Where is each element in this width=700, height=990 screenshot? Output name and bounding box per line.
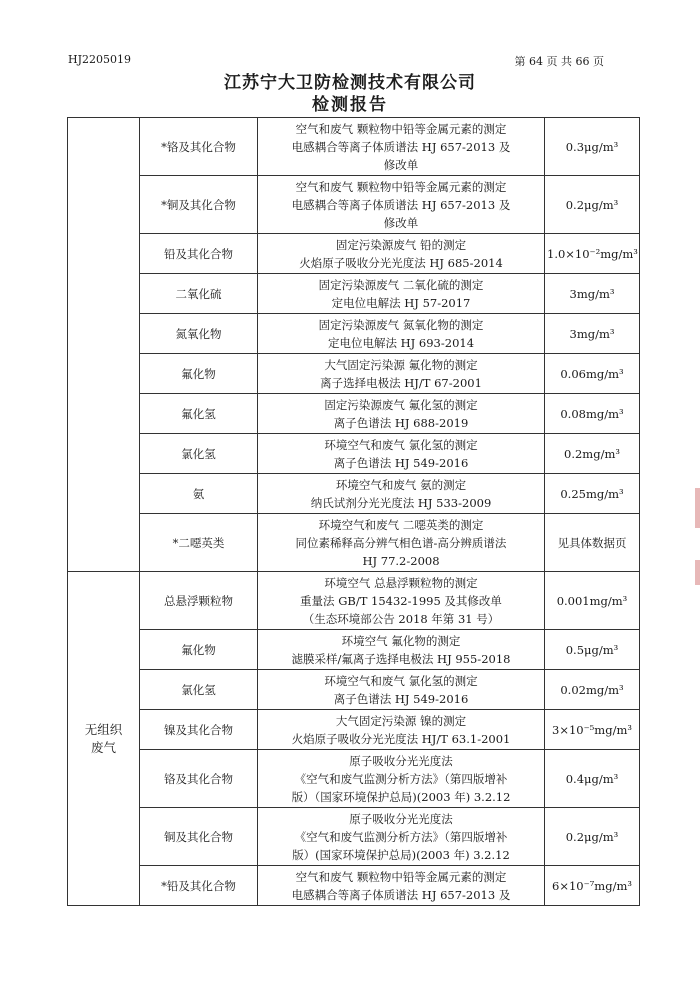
- item-cell: 总悬浮颗粒物: [140, 572, 258, 630]
- item-cell: 氟化氢: [140, 394, 258, 434]
- item-cell: 铜及其化合物: [140, 808, 258, 866]
- table-row: [68, 866, 640, 906]
- item-cell: 铅及其化合物: [140, 234, 258, 274]
- item-cell: 镍及其化合物: [140, 710, 258, 750]
- detection-method-table: [67, 117, 640, 906]
- limit-cell: 0.06mg/m³: [545, 354, 640, 394]
- limit-cell: 0.08mg/m³: [545, 394, 640, 434]
- table-body: [68, 118, 640, 906]
- limit-cell: 0.5μg/m³: [545, 630, 640, 670]
- method-cell: 大气固定污染源 氟化物的测定 离子选择电极法 HJ/T 67-2001: [258, 354, 545, 394]
- table-row: [68, 434, 640, 474]
- item-cell: 氟化物: [140, 354, 258, 394]
- table-row: [68, 670, 640, 710]
- limit-cell: 0.4μg/m³: [545, 750, 640, 808]
- method-cell: 空气和废气 颗粒物中铅等金属元素的测定 电感耦合等离子体质谱法 HJ 657-2013 及: [258, 866, 545, 906]
- item-cell: *铅及其化合物: [140, 866, 258, 906]
- limit-cell: 见具体数据页: [545, 514, 640, 572]
- item-cell: *二噁英类: [140, 514, 258, 572]
- method-cell: 固定污染源废气 二氧化硫的测定 定电位电解法 HJ 57-2017: [258, 274, 545, 314]
- method-cell: 环境空气 氟化物的测定 滤膜采样/氟离子选择电极法 HJ 955-2018: [258, 630, 545, 670]
- table-row: [68, 630, 640, 670]
- method-cell: 空气和废气 颗粒物中铅等金属元素的测定 电感耦合等离子体质谱法 HJ 657-2013 及 修改单: [258, 118, 545, 176]
- item-cell: 氨: [140, 474, 258, 514]
- limit-cell: 0.2μg/m³: [545, 176, 640, 234]
- limit-cell: 3mg/m³: [545, 314, 640, 354]
- table-row: [68, 474, 640, 514]
- document-title: 检测报告: [312, 95, 388, 115]
- table-row: [68, 354, 640, 394]
- method-cell: 固定污染源废气 氮氧化物的测定 定电位电解法 HJ 693-2014: [258, 314, 545, 354]
- limit-cell: 3mg/m³: [545, 274, 640, 314]
- company-name: 江苏宁大卫防检测技术有限公司: [224, 73, 476, 93]
- table-row: [68, 314, 640, 354]
- method-cell: 原子吸收分光光度法 《空气和废气监测分析方法》（第四版增补 版）(国家环境保护总局)(2003 年) 3.2.12: [258, 808, 545, 866]
- item-cell: 二氧化硫: [140, 274, 258, 314]
- category-cell: 无组织 废气: [68, 572, 140, 906]
- method-cell: 大气固定污染源 镍的测定 火焰原子吸收分光光度法 HJ/T 63.1-2001: [258, 710, 545, 750]
- method-cell: 环境空气 总悬浮颗粒物的测定 重量法 GB/T 15432-1995 及其修改单 （生态环境部公告 2018 年第 31 号）: [258, 572, 545, 630]
- item-cell: 氟化物: [140, 630, 258, 670]
- category-cell: [68, 118, 140, 572]
- limit-cell: 1.0×10⁻²mg/m³: [545, 234, 640, 274]
- table-row: [68, 118, 640, 176]
- limit-cell: 0.02mg/m³: [545, 670, 640, 710]
- method-cell: 环境空气和废气 氨的测定 纳氏试剂分光光度法 HJ 533-2009: [258, 474, 545, 514]
- table-row: [68, 710, 640, 750]
- table-row: [68, 176, 640, 234]
- report-number: HJ2205019: [68, 53, 131, 66]
- method-cell: 环境空气和废气 氯化氢的测定 离子色谱法 HJ 549-2016: [258, 670, 545, 710]
- method-cell: 固定污染源废气 氟化氢的测定 离子色谱法 HJ 688-2019: [258, 394, 545, 434]
- item-cell: 氯化氢: [140, 434, 258, 474]
- limit-cell: 3×10⁻⁵mg/m³: [545, 710, 640, 750]
- method-cell: 固定污染源废气 铅的测定 火焰原子吸收分光光度法 HJ 685-2014: [258, 234, 545, 274]
- scan-edge-mark: [695, 560, 700, 585]
- item-cell: 氯化氢: [140, 670, 258, 710]
- limit-cell: 0.2mg/m³: [545, 434, 640, 474]
- item-cell: *铬及其化合物: [140, 118, 258, 176]
- item-cell: *铜及其化合物: [140, 176, 258, 234]
- limit-cell: 0.2μg/m³: [545, 808, 640, 866]
- limit-cell: 6×10⁻⁷mg/m³: [545, 866, 640, 906]
- limit-cell: 0.3μg/m³: [545, 118, 640, 176]
- method-cell: 空气和废气 颗粒物中铅等金属元素的测定 电感耦合等离子体质谱法 HJ 657-2013 及 修改单: [258, 176, 545, 234]
- method-cell: 原子吸收分光光度法 《空气和废气监测分析方法》（第四版增补 版）（国家环境保护总局)(2003 年) 3.2.12: [258, 750, 545, 808]
- method-cell: 环境空气和废气 氯化氢的测定 离子色谱法 HJ 549-2016: [258, 434, 545, 474]
- table-row: [68, 808, 640, 866]
- table-row: [68, 572, 640, 630]
- table-row: [68, 234, 640, 274]
- method-cell: 环境空气和废气 二噁英类的测定 同位素稀释高分辨气相色谱-高分辨质谱法 HJ 77.2-2008: [258, 514, 545, 572]
- table-row: [68, 394, 640, 434]
- table-row: [68, 750, 640, 808]
- item-cell: 铬及其化合物: [140, 750, 258, 808]
- scan-edge-mark: [695, 488, 700, 528]
- table-row: [68, 514, 640, 572]
- table-row: [68, 274, 640, 314]
- item-cell: 氮氧化物: [140, 314, 258, 354]
- page-number: 第 64 页 共 66 页: [514, 55, 604, 68]
- limit-cell: 0.001mg/m³: [545, 572, 640, 630]
- limit-cell: 0.25mg/m³: [545, 474, 640, 514]
